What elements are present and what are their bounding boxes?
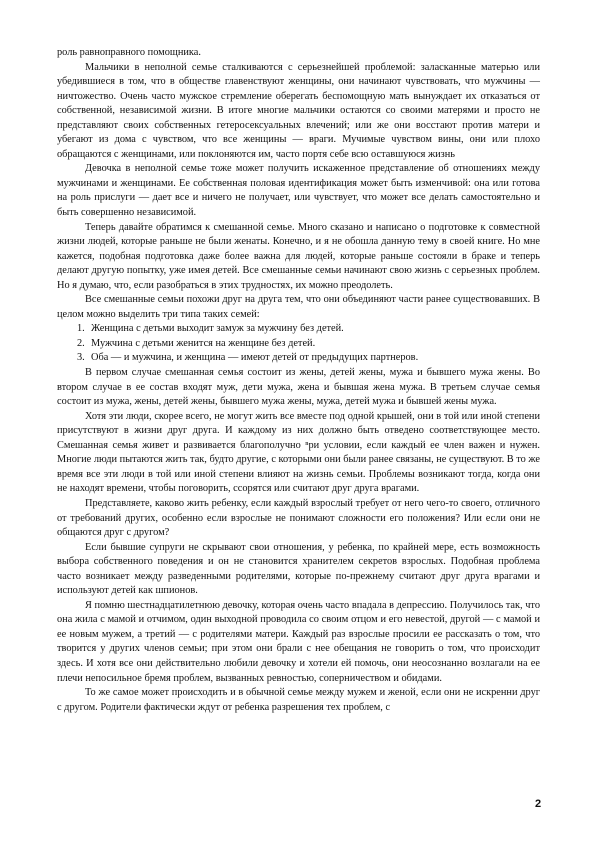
paragraph-boys: Мальчики в неполной семье сталкиваются с серьезнейшей проблемой: заласканные матерью или убедившиеся в том, что в обществе главенствуют женщины, они начинают чувствовать, что мужчины — ничтожество. Очень часто мужское стремление оберегать беспомощную мать вынуждает их отказаться от собственной, независимой жизни. В итоге многие мальчики остаются со своими матерями и просто не представляют своих собственных гетеросексуальных влечений; или же они восстают против матери и убегают из дома с чувством, что все женщины — враги. Мучимые чувством вины, они или плохо обращаются с женщинами, или поклоняются им, часто портя себе всю оставшуюся жизнь (57, 61, 540, 160)
paragraph-three-types: Все смешанные семьи похожи друг на друга тем, что они объединяют части ранее существовавших. В целом можно выделить три типа таких семей: (57, 294, 540, 320)
page-number: 2 (535, 798, 542, 810)
list-item-text: Женщина с детьми выходит замуж за мужчину без детей. (91, 323, 344, 335)
list-item-text: Мужчина с детьми женится на женщине без детей. (91, 337, 316, 349)
list-item (57, 351, 540, 366)
paragraph-former-spouses: Если бывшие супруги не скрывают свои отношения, у ребенка, по крайней мере, есть возможность выбора собственного поведения и он не становится хранителем секретов взрослых. Подобная проблема часто возникает между разведенными родителями, которые по-прежнему считают друг друга врагами и используют детей как шпионов. (57, 541, 540, 597)
paragraph-sixteen-year-old: Я помню шестнадцатилетнюю девочку, которая очень часто впадала в депрессию. Получилось так, что она жила с мамой и отчимом, один выходной проводила со своим отцом и его невестой, другой — с мамой и ее новым мужем, а третий — с родителями матери. Каждый раз взрослые просили ее рассказать о том, что творится у других членов семьи; при этом они брали с нее обещания не говорить о том, что происходит здесь. И хотя все они действительно любили девочку и хотели ей помочь, они неосознанно возлагали на ее плечи непосильное бремя проблем, вызванных ревностью, соперничеством и обидами. (57, 599, 540, 684)
list-item-text: Оба — и мужчина, и женщина — имеют детей от предыдущих партнеров. (91, 352, 419, 364)
paragraph-child-demands: Представляете, каково жить ребенку, если каждый взрослый требует от него чего-то своего, отличного от требований других, особенно если взрослые не понимают сложности его положения? Или если они не общаются друг с другом? (57, 497, 540, 539)
paragraph-composition: В первом случае смешанная семья состоит из жены, детей жены, мужа и бывшего мужа жены. Во втором случае в ее состав входят муж, дети мужа, жена и бывшая жена мужа. В третьем случае семья состоит из мужа, жены, детей жены, бывшего мужа жены, мужа, детей мужа и бывшей жены мужа. (57, 367, 540, 408)
paragraph-presence: Хотя эти люди, скорее всего, не могут жить все вместе под одной крышей, они в той или иной степени присутствуют в жизни друг друга. И каждому из них должно быть отведено соответствующее место. Смешанная семья живет и развивается благополучно ⁿри условии, если каждый ее член важен и нужен. Многие люди пытаются жить так, будто другие, с которыми они были ранее связаны, не существуют. В то же время все эти люди в той или иной степени влияют на жизнь семьи. Проблемы возникают тогда, когда они не находят времени, чтобы поговорить, ссорятся или считают друг друга врагами. (57, 410, 540, 495)
list-item-number: 3. (77, 352, 85, 364)
document-page (57, 46, 540, 715)
paragraph-ordinary-family: То же самое может происходить и в обычной семье между мужем и женой, если они не искренни друг с другом. Родители фактически ждут от ребенка разрешения тех проблем, с (57, 687, 540, 713)
paragraph-mixed-family: Теперь давайте обратимся к смешанной семье. Много сказано и написано о подготовке к совместной жизни людей, которые раньше не были женаты. Конечно, и я не обошла данную тему в своей книге. Но мне кажется, подобная подготовка даже более важна для людей, которые раньше состояли в браке и теперь делают другую попытку, уже имея детей. Все смешанные семьи начинают свою жизнь с серьезных проблем. Но я думаю, что, если разобраться в этих трудностях, их можно преодолеть. (57, 221, 540, 291)
paragraph-girls: Девочка в неполной семье тоже может получить искаженное представление об отношениях между мужчинами и женщинами. Ее собственная половая идентификация может быть изменчивой: она или готова на роль прислуги — дает все и ничего не получает, или чувствует, что может все делать самостоятельно и быть совершенно независимой. (57, 163, 540, 219)
list-item (57, 322, 540, 337)
paragraph-continuation: роль равноправного помощника. (57, 47, 201, 58)
list-item-number: 1. (77, 323, 85, 335)
family-types-list (57, 322, 540, 366)
list-item (57, 337, 540, 352)
list-item-number: 2. (77, 337, 85, 349)
